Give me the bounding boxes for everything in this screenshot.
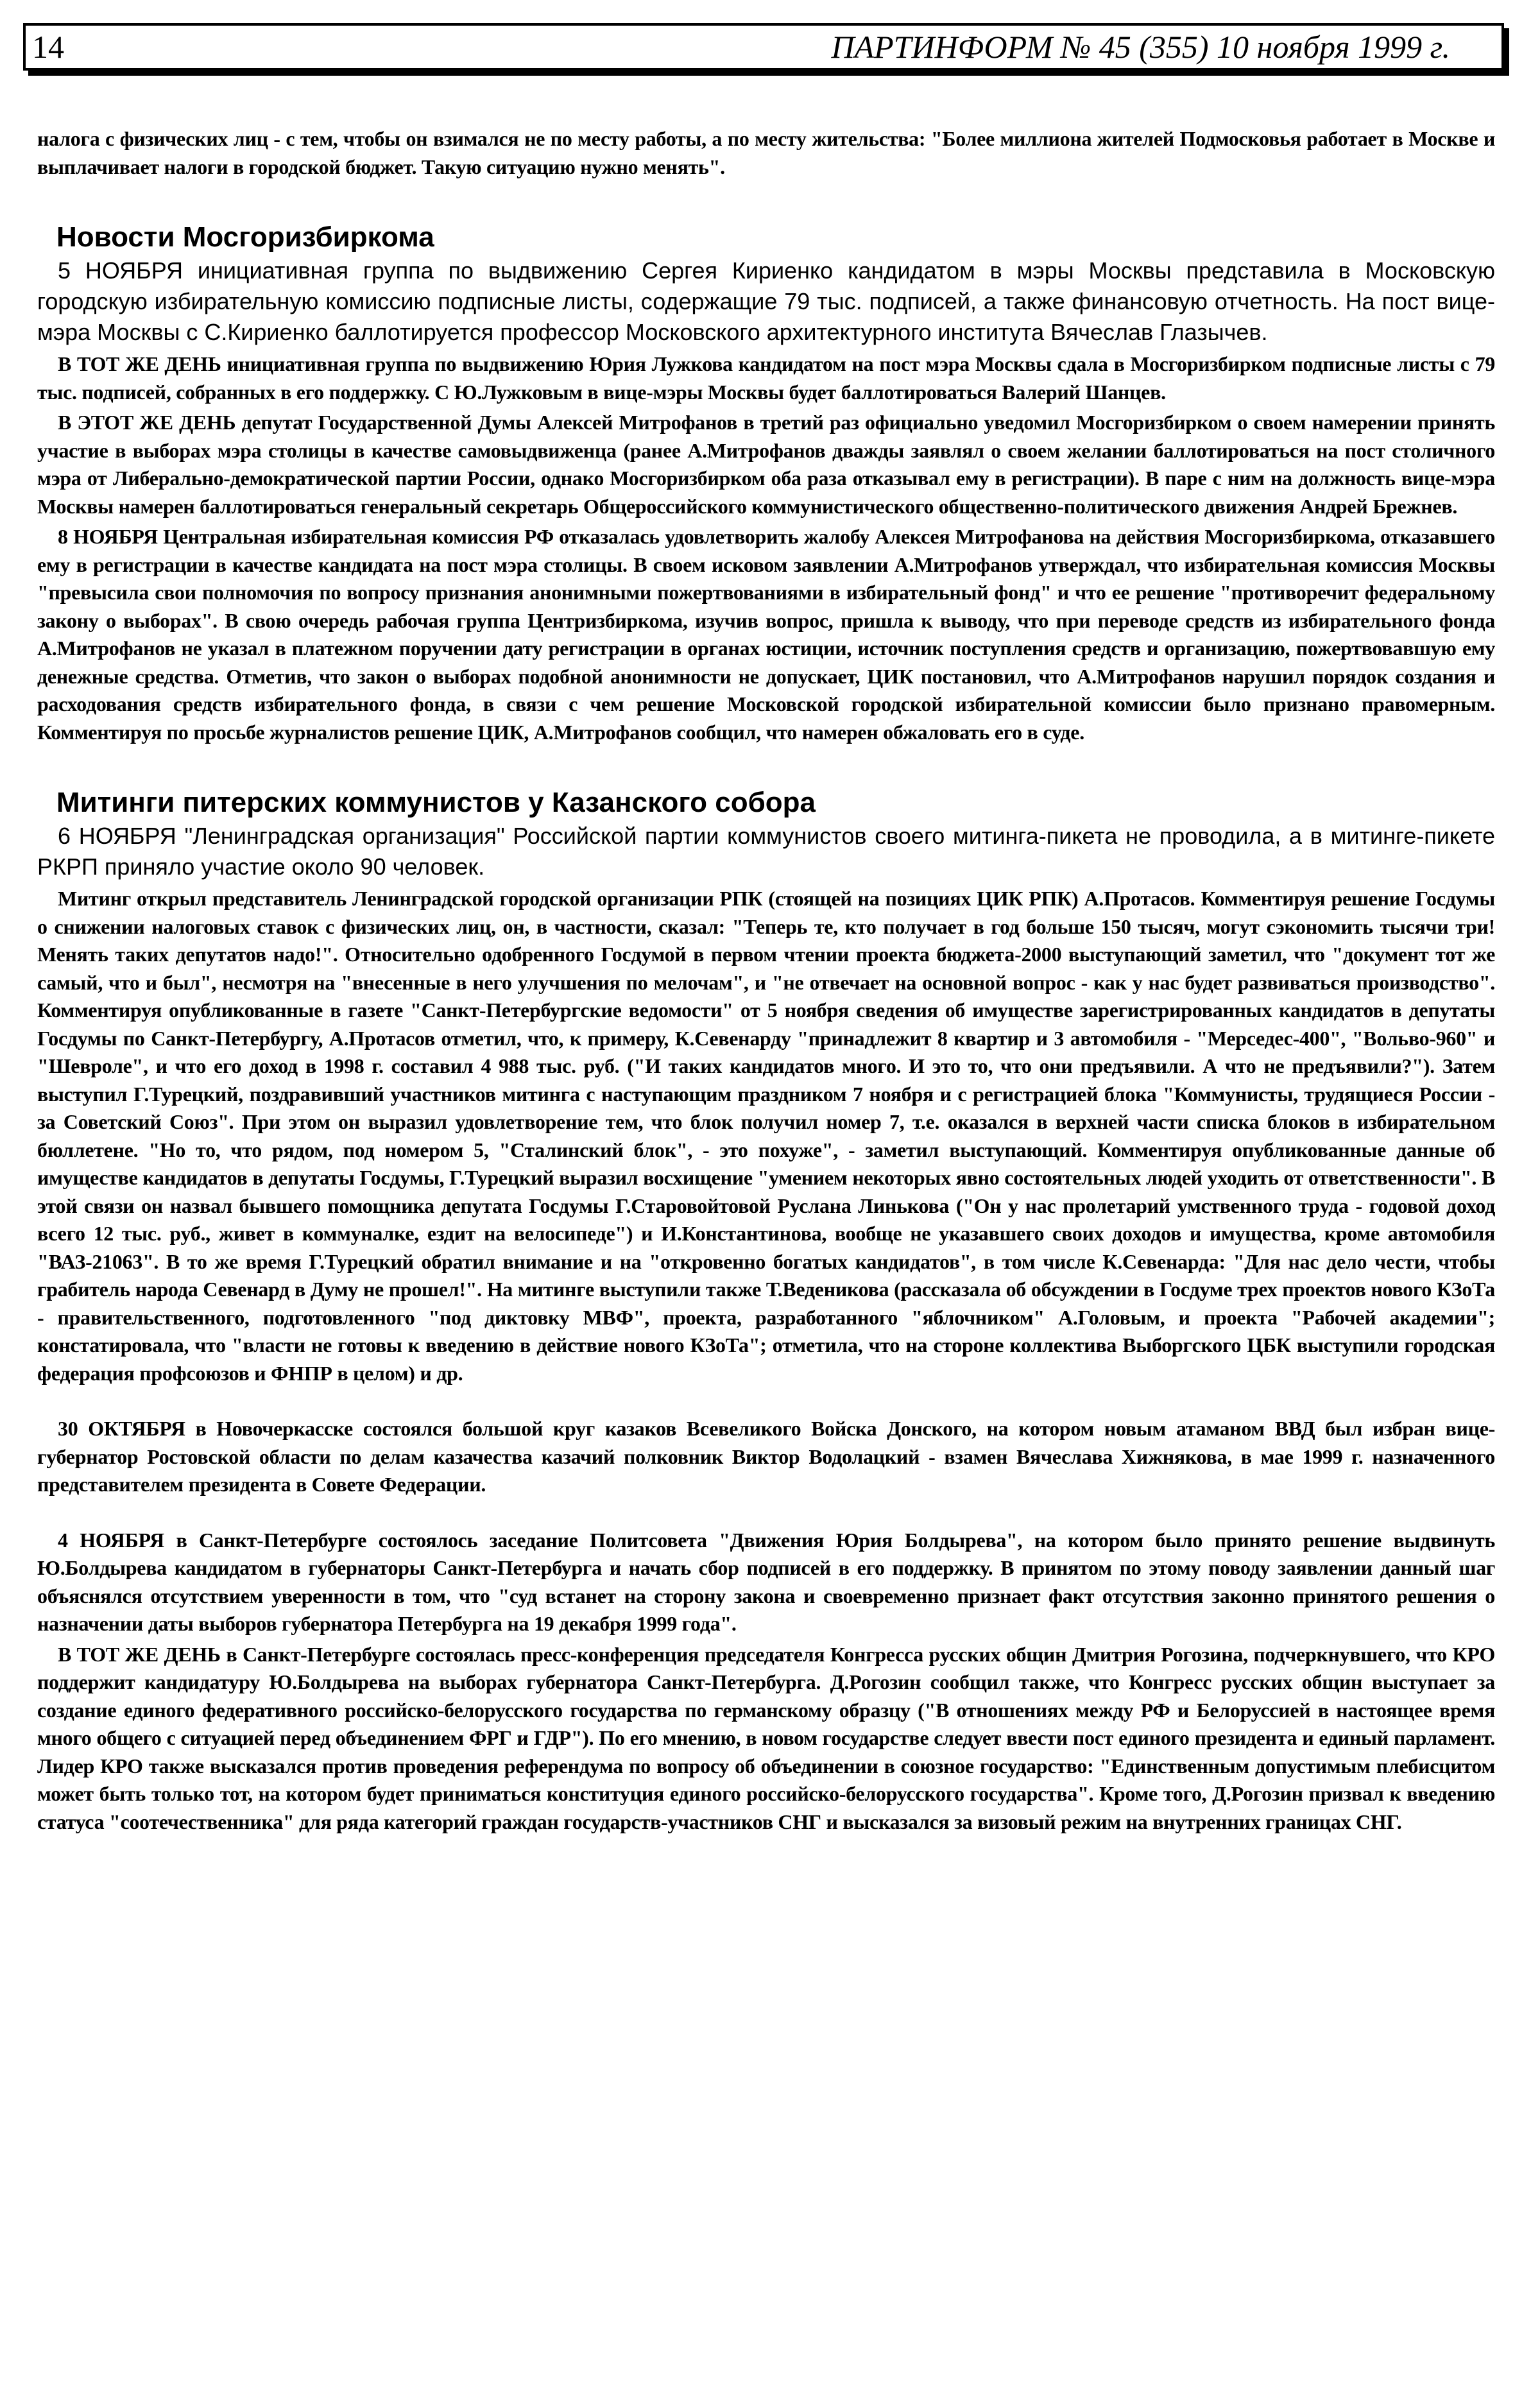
news-paragraph: 4 НОЯБРЯ в Санкт-Петербурге состоялось заседание Политсовета "Движения Юрия Болдырева", на котором было принято решение выдвинуть Ю.Болдырева кандидатом в губернаторы Санкт-Петербурга и начать сбор подписей в его поддержку. В принятом по этому поводу заявлении данный шаг объяснялся отсутствием уверенности в том, что "суд встанет на сторону закона и своевременно признает факт отсутствия законно принятого решения о назначении даты выборов губернатора Петербурга на 19 декабря 1999 года".: [37, 1528, 1495, 1635]
news-paragraph: Митинг открыл представитель Ленинградской городской организации РПК (стоящей на позициях ЦИК РПК) А.Протасов. Комментируя решение Госдумы о снижении налоговых ставок с физических лиц, он, в частности, сказал: "Теперь те, кто получает в год больше 150 тысяч, могут сэкономить тысячи три! Менять таких депутатов надо!". Относительно одобренного Госдумой в первом чтении проекта бюджета-2000 выступающий заметил, что "документ тот же самый, что и был", несмотря на "внесенные в него улучшения по мелочам", и "не отвечает на основной вопрос - как у нас будет развиваться производство". Комментируя опубликованные в газете "Санкт-Петербургские ведомости" от 5 ноября сведения об имуществе зарегистрированных кандидатов в депутаты Госдумы по Санкт-Петербургу, А.Протасов отметил, что, к примеру, К.Севенарду "принадлежит 8 квартир и 3 автомобиля - "Мерседес-400", "Вольво-960" и "Шевроле", и что его доход в 1998 г. составил 4 988 тыс. руб. ("И таких кандидатов много. И это то, что они предъявили. А что не предъявили?"). Затем выступил Г.Турецкий, поздравивший участников митинга с наступающим праздником 7 ноября и с регистрацией блока "Коммунисты, трудящиеся России - за Советский Союз". При этом он выразил удовлетворение тем, что блок получил номер 7, т.е. оказался в верхней части списка блоков в избирательном бюллетене. "Но то, что рядом, под номером 5, "Сталинский блок", - это похуже", - заметил выступающий. Комментируя опубликованные данные об имуществе кандидатов в депутаты Госдумы, Г.Турецкий выразил восхищение "умением некоторых явно состоятельных людей уходить от ответственности". В этой связи он назвал бывшего помощника депутата Госдумы Г.Старовойтовой Руслана Линькова ("Он у нас пролетарий умственного труда - годовой доход всего 12 тыс. руб., живет в коммуналке, ездит на велосипеде") и И.Константинова, вообще не указавшего своих доходов и имущества, кроме автомобиля "ВАЗ-21063". В то же время Г.Турецкий обратил внимание и на "откровенно богатых кандидатов", в том числе К.Севенарда: "Для нас дело чести, чтобы грабитель народа Севенард в Думу не прошел!". На митинге выступили также Т.Веденикова (рассказала об обсуждении в Госдуме трех проектов нового КЗоТа - правительственного, подготовленного "под диктовку МВФ", проекта, разработанного "яблочником" А.Головым, и проекта "Рабочей академии"; констатировала, что "власти не готовы к введению в действие нового КЗоТа"; отметила, что на стороне коллектива Выборгского ЦБК выступили городская федерация профсоюзов и ФНПР в целом) и др.: [37, 887, 1495, 1385]
intro-paragraph: налога с физических лиц - с тем, чтобы он взимался не по месту работы, а по месту жительства: "Более миллиона жителей Подмосковья работает в Москве и выплачивает налоги в городской бюджет. Такую ситуацию нужно менять".: [37, 127, 1495, 178]
page-number: 14: [32, 29, 64, 65]
lead-paragraph: 6 НОЯБРЯ "Ленинградская организация" Российской партии коммунистов своего митинга-пикета не проводила, а в митинге-пикете РКРП приняло участие около 90 человек.: [37, 823, 1495, 880]
page-header: [23, 23, 1504, 71]
publication-title: ПАРТИНФОРМ № 45 (355) 10 ноября 1999 г.: [831, 29, 1450, 65]
section-heading-rallies: Митинги питерских коммунистов у Казанского собора: [56, 787, 816, 818]
news-paragraph: 8 НОЯБРЯ Центральная избирательная комиссия РФ отказалась удовлетворить жалобу Алексея Митрофанова на действия Мосгоризбиркома, отказавшего ему в регистрации в качестве кандидата на пост мэра столицы. В своем исковом заявлении А.Митрофанов утверждал, что избирательная комиссия Москвы "превысила свои полномочия по вопросу признания анонимными пожертвованиями в избирательный фонд" и что ее решение "противоречит федеральному закону о выборах". В свою очередь рабочая группа Центризбиркома, изучив вопрос, пришла к выводу, что при переводе средств из избирательного фонда А.Митрофанов не указал в платежном поручении дату регистрации в органах юстиции, источник поступления средств и организацию, пожертвовавшую ему денежные средства. Отметив, что закон о выборах подобной анонимности не допускает, ЦИК постановил, что А.Митрофанов нарушил порядок создания и расходования средств избирательного фонда, в связи с чем решение Московской городской избирательной комиссии было признано правомерным. Комментируя по просьбе журналистов решение ЦИК, А.Митрофанов сообщил, что намерен обжаловать его в суде.: [37, 525, 1495, 744]
news-paragraph: 30 ОКТЯБРЯ в Новочеркасске состоялся большой круг казаков Всевеликого Войска Донского, на котором новым атаманом ВВД был избран вице-губернатор Ростовской области по делам казачества казачий полковник Виктор Водолацкий - взамен Вячеслава Хижнякова, в мае 1999 г. назначенного представителем президента в Совете Федерации.: [37, 1417, 1495, 1496]
news-paragraph: В ЭТОТ ЖЕ ДЕНЬ депутат Государственной Думы Алексей Митрофанов в третий раз официально уведомил Мосгоризбирком о своем намерении принять участие в выборах мэра столицы в качестве самовыдвиженца (ранее А.Митрофанов дважды заявлял о своем желании баллотироваться на пост столичного мэра от Либерально-демократической партии России, однако Мосгоризбирком оба раза отказывал ему в регистрации). В паре с ним на должность вице-мэра Москвы намерен баллотироваться генеральный секретарь Общероссийского коммунистического общественно-политического движения Андрей Брежнев.: [37, 411, 1495, 518]
news-paragraph: В ТОТ ЖЕ ДЕНЬ в Санкт-Петербурге состоялась пресс-конференция председателя Конгресса русских общин Дмитрия Рогозина, подчеркнувшего, что КРО поддержит кандидатуру Ю.Болдырева на выборах губернатора Санкт-Петербурга. Д.Рогозин сообщил также, что Конгресс русских общин выступает за создание единого федеративного российско-белорусского государства по германскому образцу ("В отношениях между РФ и Белоруссией в настоящее время много общего с ситуацией перед объединением ФРГ и ГДР"). По его мнению, в новом государстве следует ввести пост единого президента и единый парламент. Лидер КРО также высказался против проведения референдума по вопросу об объединении в союзное государство: "Единственным допустимым плебисцитом может быть только тот, на котором будет приниматься конституция единого российско-белорусского государства". Кроме того, Д.Рогозин призвал к введению статуса "соотечественника" для ряда категорий граждан государств-участников СНГ и высказался за визовый режим на внутренних границах СНГ.: [37, 1642, 1495, 1833]
article-body: [37, 125, 1495, 1836]
news-paragraph: В ТОТ ЖЕ ДЕНЬ инициативная группа по выдвижению Юрия Лужкова кандидатом на пост мэра Москвы сдала в Мосгоризбирком подписные листы с 79 тыс. подписей, собранных в его поддержку. С Ю.Лужковым в вице-мэры Москвы будет баллотироваться Валерий Шанцев.: [37, 352, 1495, 404]
lead-paragraph: 5 НОЯБРЯ инициативная группа по выдвижению Сергея Кириенко кандидатом в мэры Москвы представила в Московскую городскую избирательную комиссию подписные листы, содержащие 79 тыс. подписей, а также финансовую отчетность. На пост вице-мэра Москвы с С.Кириенко баллотируется профессор Московского архитектурного института Вячеслав Глазычев.: [37, 257, 1495, 345]
section-heading-mosgorizbirkom: Новости Мосгоризбиркома: [56, 221, 434, 253]
